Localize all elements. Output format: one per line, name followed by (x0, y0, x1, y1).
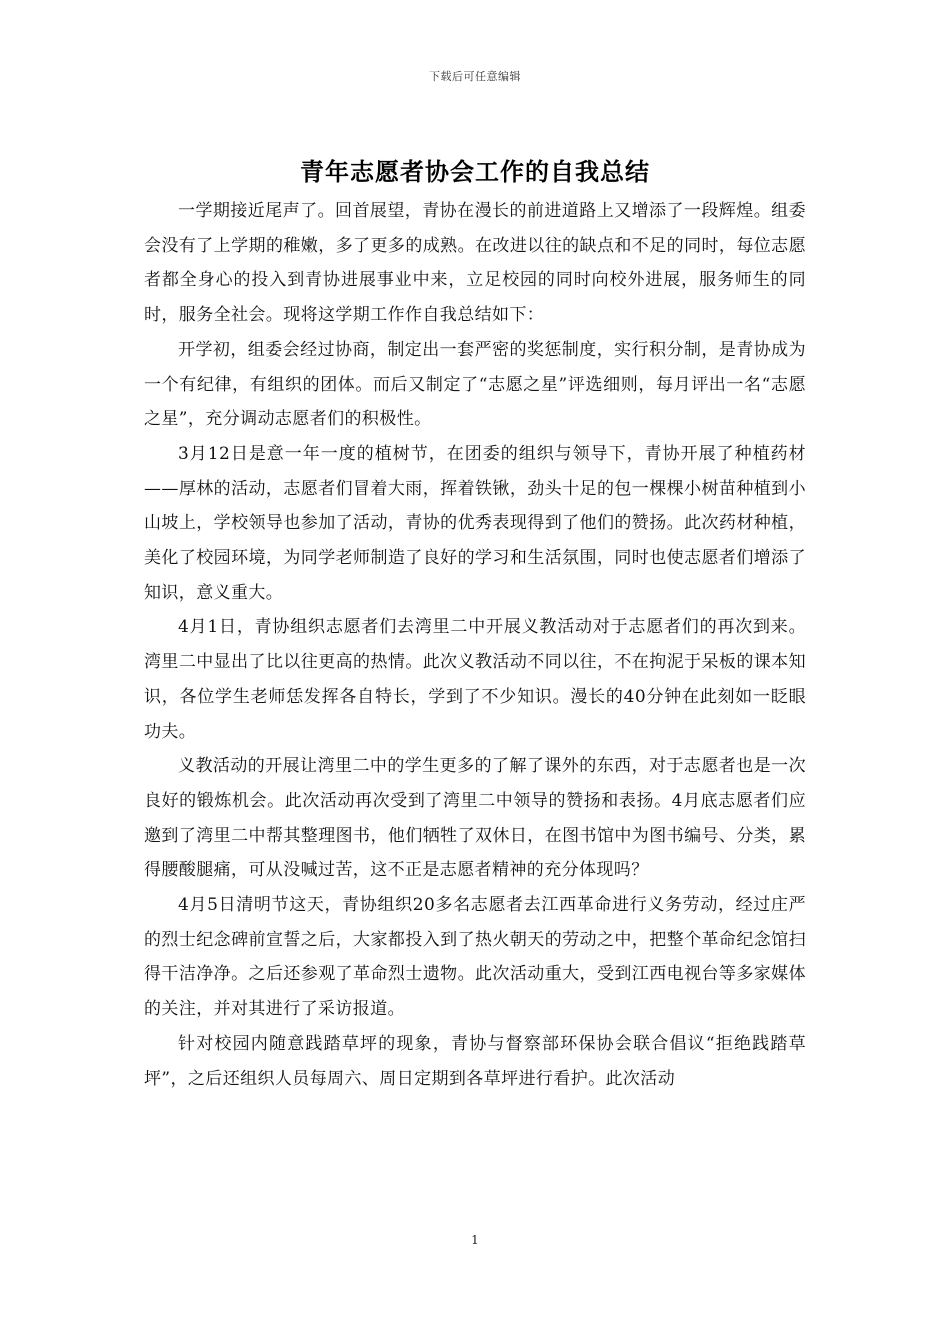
paragraph: 一学期接近尾声了。回首展望，青协在漫长的前进道路上又增添了一段辉煌。组委会没有了上学期的稚嫩，多了更多的成熟。在改进以往的缺点和不足的同时，每位志愿者都全身心的投入到青协进展事业中来，立足校园的同时向校外进展，服务师生的同时，服务全社会。现将这学期工作作自我总结如下： (144, 201, 806, 326)
header-note: 下载后可任意编辑 (429, 70, 521, 83)
paragraph: 4月5日清明节这天，青协组织20多名志愿者去江西革命进行义务劳动，经过庄严的烈士纪念碑前宣誓之后，大家都投入到了热火朝天的劳动之中，把整个革命纪念馆扫得干洁净净。之后还参观了革命烈士遗物。此次活动重大，受到江西电视台等多家媒体的关注，并对其进行了采访报道。 (144, 895, 806, 1020)
paragraph: 开学初，组委会经过协商，制定出一套严密的奖惩制度，实行积分制，是青协成为一个有纪律，有组织的团体。而后又制定了“志愿之星”评选细则，每月评出一名“志愿之星”，充分调动志愿者们的积极性。 (144, 339, 806, 430)
paragraph: 4月1日，青协组织志愿者们去湾里二中开展义教活动对于志愿者们的再次到来。湾里二中显出了比以往更高的热情。此次义教活动不同以往，不在拘泥于呆板的课本知识，各位学生老师恁发挥各自特长，学到了不少知识。漫长的40分钟在此刻如一眨眼功夫。 (144, 617, 806, 742)
page-number: 1 (471, 1233, 479, 1247)
document-title: 青年志愿者协会工作的自我总结 (300, 158, 650, 186)
paragraph: 3月12日是意一年一度的植树节，在团委的组织与领导下，青协开展了种植药材——厚林的活动，志愿者们冒着大雨，挥着铁锹，劲头十足的包一棵棵小树苗种植到小山坡上，学校领导也参加了活动，青协的优秀表现得到了他们的赞扬。此次药材种植，美化了校园环境，为同学老师制造了良好的学习和生活氛围，同时也使志愿者们增添了知识，意义重大。 (144, 443, 806, 603)
document-body (144, 194, 806, 1096)
paragraph: 针对校园内随意践踏草坪的现象，青协与督察部环保协会联合倡议“拒绝践踏草坪”，之后还组织人员每周六、周日定期到各草坪进行看护。此次活动 (144, 1033, 806, 1089)
paragraph: 义教活动的开展让湾里二中的学生更多的了解了课外的东西，对于志愿者也是一次良好的锻炼机会。此次活动再次受到了湾里二中领导的赞扬和表扬。4月底志愿者们应邀到了湾里二中帮其整理图书，他们牺牲了双休日，在图书馆中为图书编号、分类，累得腰酸腿痛，可从没喊过苦，这不正是志愿者精神的充分体现吗？ (144, 756, 806, 881)
